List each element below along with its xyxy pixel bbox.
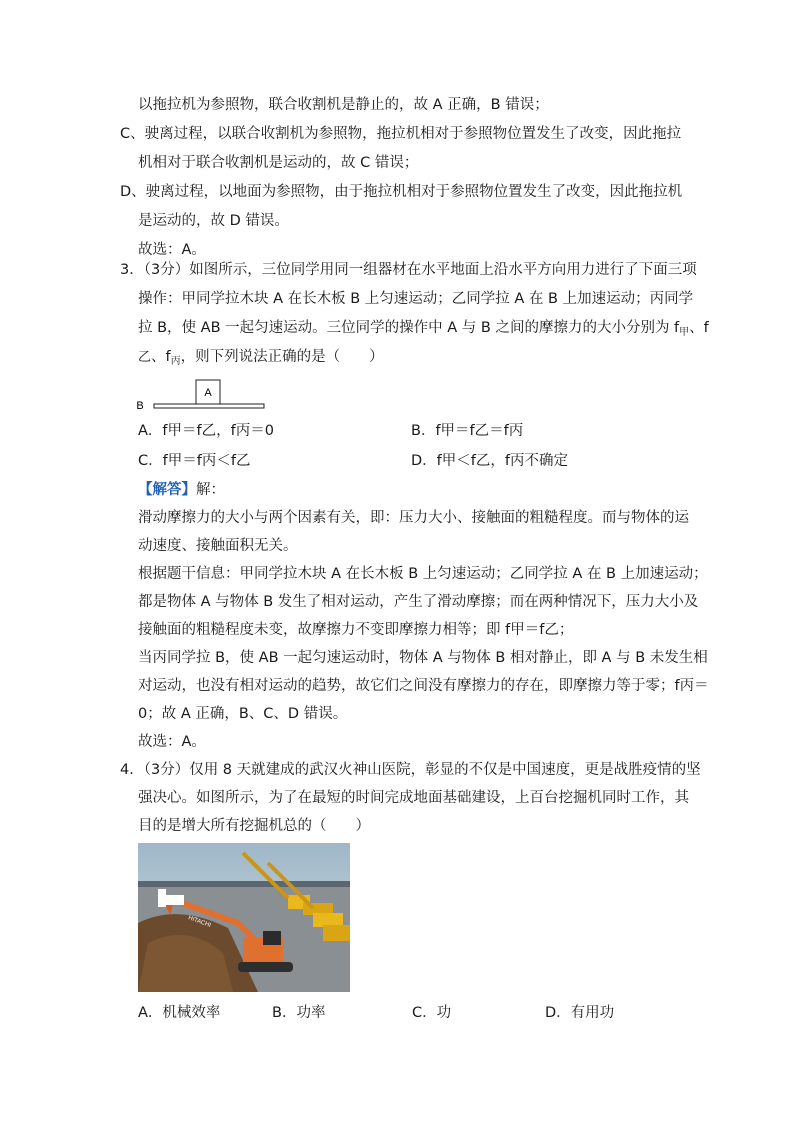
q3-line-3a: 拉 B，使 AB 一起匀速运动。三位同学的操作中 A 与 B 之间的摩擦力的大小分别为 f	[138, 320, 680, 336]
answer-tag: 【解答】	[138, 482, 196, 498]
q3-line-1: 3．（3分）如图所示，三位同学用同一组器材在水平地面上沿水平方向用力进行了下面三项	[120, 262, 697, 278]
q3-solution-9: 故选：A。	[138, 734, 206, 750]
prev-line-3: 机相对于联合收割机是运动的，故 C 错误；	[138, 155, 419, 171]
board-b	[154, 404, 264, 408]
photo-brand-label: HITACHI	[187, 915, 212, 929]
prev-line-4: D、驶离过程，以地面为参照物，由于拖拉机相对于参照物位置发生了改变，因此拖拉机	[120, 184, 683, 200]
q4-line-1: 4．（3分）仅用 8 天就建成的武汉火神山医院，彰显的不仅是中国速度，更是战胜疫情的坚	[120, 762, 701, 778]
sub-jia: 甲	[679, 327, 690, 338]
q3-solution-4: 都是物体 A 与物体 B 发生了相对运动，产生了滑动摩擦；而在两种情况下，压力大小及	[138, 594, 699, 610]
q4-option-d: D．有用功	[545, 1005, 615, 1021]
q3-line-3	[138, 318, 709, 340]
q4-line-3: 目的是增大所有挖掘机总的（ ）	[138, 818, 370, 834]
q4-option-a: A．机械效率	[138, 1005, 221, 1021]
board-b-label: B	[136, 400, 144, 412]
q3-option-b: B．f甲＝f乙＝f丙	[411, 423, 524, 439]
prev-line-1: 以拖拉机为参照物，联合收割机是静止的，故 A 正确，B 错误；	[138, 97, 549, 113]
q3-line-2: 操作：甲同学拉木块 A 在长木板 B 上匀速运动；乙同学拉 A 在 B 上加速运动；丙同学	[138, 291, 694, 307]
q4-option-b: B．功率	[272, 1005, 326, 1021]
block-on-board-diagram	[130, 376, 280, 416]
prev-line-6: 故选：A。	[138, 242, 206, 258]
q3-solution-5: 接触面的粗糙程度未变，故摩擦力不变即摩擦力相等；即 f甲＝f乙；	[138, 622, 574, 638]
q3-solution-6: 当丙同学拉 B，使 AB 一起匀速运动时，物体 A 与物体 B 相对静止，即 A 与 B 未发生相	[138, 650, 708, 666]
prev-line-2: C、驶离过程，以联合收割机为参照物，拖拉机相对于参照物位置发生了改变，因此拖拉	[120, 126, 682, 142]
q3-option-a: A．f甲＝f乙，f丙＝0	[138, 423, 274, 439]
sub-yi: 乙	[138, 350, 152, 365]
sub-bing: 丙	[170, 356, 181, 367]
excavators-photo	[138, 843, 350, 992]
block-a-label: A	[204, 387, 212, 399]
q3-answer-header	[138, 480, 225, 500]
q3-option-d: D．f甲＜f乙，f丙不确定	[411, 453, 568, 469]
q3-solution-7: 对运动，也没有相对运动的趋势，故它们之间没有摩擦力的存在，即摩擦力等于零；f丙＝	[138, 678, 709, 694]
q3-line-4b: ，则下列说法正确的是（ ）	[180, 349, 384, 365]
q3-solution-3: 根据题干信息：甲同学拉木块 A 在长木板 B 上匀速运动；乙同学拉 A 在 B 上加速运动；	[138, 566, 708, 582]
q3-line-3b: 、f	[689, 320, 709, 336]
q4-option-c: C．功	[412, 1005, 452, 1021]
q4-line-2: 强决心。如图所示，为了在最短的时间完成地面基础建设，上百台挖掘机同时工作，其	[138, 790, 689, 806]
q3-line-4a: 、f	[151, 349, 171, 365]
answer-tag-tail: 解：	[196, 482, 225, 498]
q3-option-c: C．f甲＝f丙＜f乙	[138, 453, 251, 469]
q3-solution-8: 0；故 A 正确，B、C、D 错误。	[138, 706, 348, 722]
q3-solution-2: 动速度、接触面积无关。	[138, 538, 298, 554]
prev-line-5: 是运动的，故 D 错误。	[138, 213, 289, 229]
q3-solution-1: 滑动摩擦力的大小与两个因素有关，即：压力大小、接触面的粗糙程度。而与物体的运	[138, 510, 689, 526]
q3-line-4	[138, 347, 384, 369]
